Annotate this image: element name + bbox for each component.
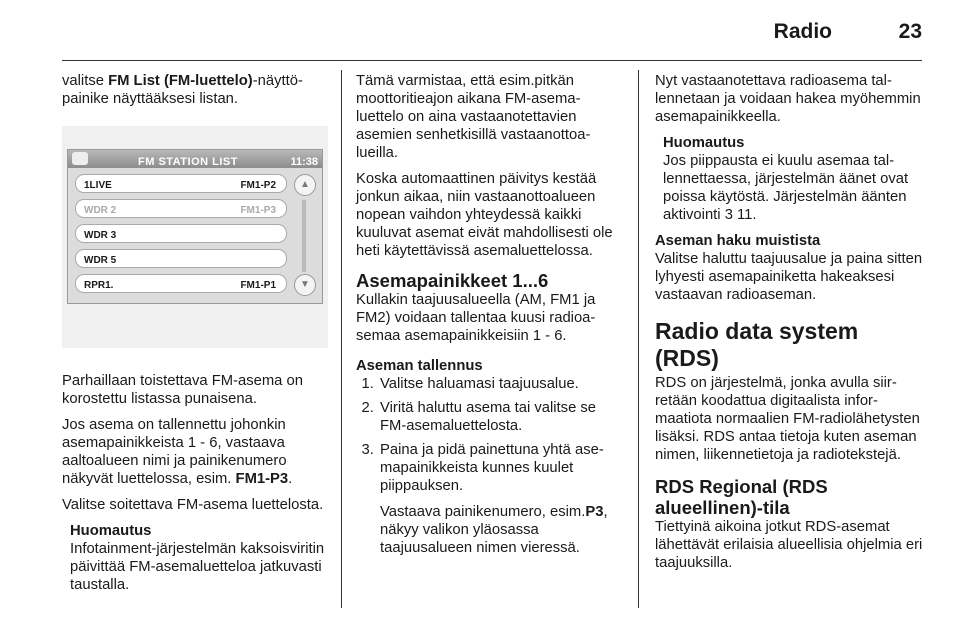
station-preset: FM1-P3 [240,205,276,216]
paragraph: RDS on järjestelmä, jonka avulla siirretään koodattua digitaalista informaatiota normaalien FM-radiolähetysten lisäksi. RDS antaa tietoja kuten aseman nimen, liikennetietoja ja radiotekstejä. [655,375,920,463]
station-row [75,199,287,218]
intro-paragraph: valitse FM List (FM-luettelo)-näyttöpainike näyttääksesi listan. [62,73,303,107]
station-preset: FM1-P2 [240,180,276,191]
step-note: Vastaava painikenumero, esim.P3, näkyy valikon yläosassa taajuusalueen nimen vieressä. [380,504,608,556]
paragraph: Valitse soitettava FM-asema luettelosta. [62,497,324,513]
paragraph: Nyt vastaanotettava radioasema tallennetaan ja voidaan hakea myöhemmin asemapainikkeella. [655,73,921,125]
note-title: Huomautus [663,135,745,151]
steps-list [356,375,622,557]
list-item: 2. Viritä haluttu asema tai valitse se FM-asemaluettelosta. [378,399,622,435]
station-name: WDR 2 [84,205,117,216]
paragraph: Jos asema on tallennettu johonkin asemapainikkeista 1 - 6, vastaava aaltoalueen nimi ja painikenumero näkyvät luettelossa, esim. FM1-P3. [62,417,293,487]
page-reference: 3 11. [724,207,757,223]
column-divider [638,70,639,608]
column-1 [62,72,328,594]
header-rule [62,60,922,61]
running-header-title: Radio [773,20,832,43]
list-item: 1. Valitse haluamasi taajuusalue. [378,375,622,393]
column-divider [341,70,342,608]
paragraph: Parhaillaan toistettava FM-asema on korostettu listassa punaisena. [62,373,303,407]
column-3 [655,72,923,580]
paragraph: Kullakin taajuusalueella (AM, FM1 ja FM2) voidaan tallentaa kuusi radioasemaa asemapainikkeisiin 1 - 6. [356,292,596,344]
station-row [75,274,287,293]
station-name: 1LIVE [84,180,112,191]
display-screen [67,149,323,304]
station-row [75,249,287,268]
note-box [70,522,328,594]
station-row [75,224,287,243]
list-item: 3. Paina ja pidä painettuna yhtä asemapainikkeista kunnes kuulet piippauksen. Vastaava painikenumero, esim.P3, näkyy valikon yläosassa taajuusalueen nimen vieressä. [378,441,622,557]
paragraph: Tämä varmistaa, että esim.pitkän moottoritieajon aikana FM-asemaluettelo on aina vastaanotettavien asemien senhetkisillä vastaanottoalueilla. [356,73,591,161]
note-text: Infotainment-järjestelmän kaksoisviritin päivittää FM-asemaluetteloa jatkuvasti taustalla. [70,541,325,593]
note-box [663,134,923,224]
station-name: WDR 5 [84,255,117,266]
paragraph: Valitse haluttu taajuusalue ja paina sitten lyhyesti asemapainiketta hakeaksesi vastaavan radioaseman. [655,251,923,303]
section-heading: RDS Regional (RDS alueellinen)-tila [655,476,828,518]
scroll-down-icon: ▼ [294,274,316,296]
section-heading: Asemapainikkeet 1...6 [356,270,549,291]
subsection-heading: Aseman haku muistista [655,233,821,249]
fm-station-list-screenshot [62,126,328,348]
subsection-heading: Aseman tallennus [356,358,483,374]
column-2 [356,72,622,563]
home-icon [72,152,88,165]
screen-title-bar [68,150,322,168]
scroll-track [302,200,306,272]
paragraph: Koska automaattinen päivitys kestää jonkun aikaa, niin vastaanottoalueen nopean vaihdon yhteydessä kaikki kuuluvat asemat eivät mahdollisesti ole heti käytettävissä asemaluettelossa. [356,171,613,259]
station-list [75,174,287,299]
screen-title: FM STATION LIST [138,156,238,168]
paragraph: Tiettyinä aikoina jotkut RDS-asemat lähettävät erilaisia alueellisia ohjelmia eri taajuuksilla. [655,519,923,571]
station-preset: FM1-P1 [240,280,276,291]
section-heading: Radio data system (RDS) [655,318,859,371]
note-text: Jos piippausta ei kuulu asemaa tallennettaessa, järjestelmän äänet ovat poissa käytöstä. Järjestelmän äänten aktivointi 3 11. [663,153,909,223]
scroll-up-icon: ▲ [294,174,316,196]
station-name: WDR 3 [84,230,117,241]
screen-clock: 11:38 [290,156,318,168]
station-row [75,174,287,193]
note-title: Huomautus [70,523,152,539]
page-number: 23 [898,20,922,43]
station-name: RPR1. [84,280,114,291]
